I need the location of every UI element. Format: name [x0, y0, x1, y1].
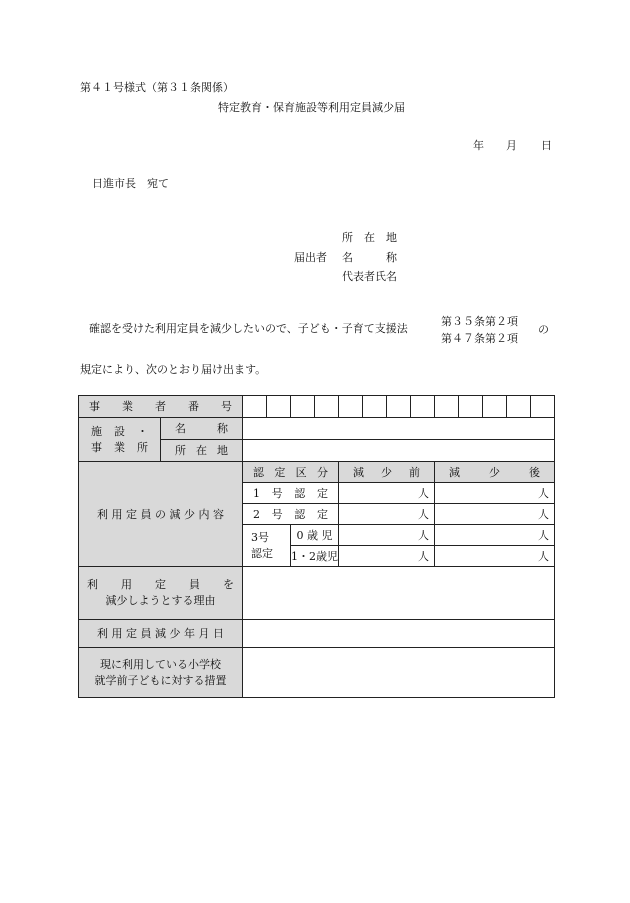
category-1-before-field[interactable]: 人 [339, 483, 435, 504]
business-number-digit-box[interactable] [411, 396, 435, 418]
reduction-form-table [78, 395, 555, 698]
reduction-content-label: 利 用 定 員 の 減 少 内 容 [79, 462, 243, 567]
reduction-header-row [79, 462, 555, 483]
category-2-before-field[interactable]: 人 [339, 504, 435, 525]
measures-row [79, 648, 555, 698]
date-year-label: 年 [473, 139, 484, 152]
statement-line-1: 確認を受けた利用定員を減少したいので、子ども・子育て支援法 [89, 322, 408, 335]
reason-row [79, 567, 555, 620]
category-1-label: 1 号 認 定 [243, 483, 339, 504]
category-1-after-field[interactable]: 人 [435, 483, 555, 504]
business-number-digit-box[interactable] [531, 396, 555, 418]
applicant-representative-label: 代表者氏名 [342, 270, 397, 283]
business-number-digit-box[interactable] [507, 396, 531, 418]
applicant-name-label: 名 称 [342, 251, 397, 264]
measures-field[interactable] [243, 648, 555, 698]
statement-suffix: の [538, 323, 549, 336]
applicant-address-label: 所 在 地 [342, 231, 397, 244]
category-2-after-field[interactable]: 人 [435, 504, 555, 525]
business-number-row [79, 396, 555, 418]
reduction-date-label: 利 用 定 員 減 少 年 月 日 [79, 620, 243, 648]
category-3-label: 3号 認定 [243, 525, 291, 567]
age-1-2-after-field[interactable]: 人 [435, 546, 555, 567]
reduction-date-field[interactable] [243, 620, 555, 648]
business-number-digit-box[interactable] [267, 396, 291, 418]
facility-location-field[interactable] [243, 440, 555, 462]
business-number-digit-box[interactable] [363, 396, 387, 418]
applicant-label: 届出者 [294, 251, 327, 264]
age-1-2-label: 1・2歳児 [291, 546, 339, 567]
age-1-2-before-field[interactable]: 人 [339, 546, 435, 567]
reason-label: 利 用 定 員 を 減少しようとする理由 [79, 567, 243, 620]
facility-name-row [79, 418, 555, 440]
business-number-digit-box[interactable] [339, 396, 363, 418]
measures-label: 現に利用している小学校 就学前子どもに対する措置 [79, 648, 243, 698]
category-header: 認 定 区 分 [243, 462, 339, 483]
reason-field[interactable] [243, 567, 555, 620]
category-2-label: 2 号 認 定 [243, 504, 339, 525]
date-day-label: 日 [541, 139, 552, 152]
date-month-label: 月 [506, 139, 517, 152]
before-reduction-header: 減 少 前 [339, 462, 435, 483]
business-number-digit-box[interactable] [243, 396, 267, 418]
law-option-2: 第４７条第２項 [441, 332, 518, 345]
business-number-digit-box[interactable] [459, 396, 483, 418]
applicant-block [294, 232, 424, 292]
facility-name-label: 名 称 [161, 418, 243, 440]
addressee: 日進市長 宛て [92, 177, 169, 190]
business-number-digit-box[interactable] [291, 396, 315, 418]
reduction-date-row [79, 620, 555, 648]
after-reduction-header: 減 少 後 [435, 462, 555, 483]
business-number-label: 事 業 者 番 号 [79, 396, 243, 418]
business-number-digit-box[interactable] [387, 396, 411, 418]
age-0-before-field[interactable]: 人 [339, 525, 435, 546]
business-number-digit-box[interactable] [483, 396, 507, 418]
facility-label: 施 設 ・ 事 業 所 [79, 418, 161, 462]
age-0-label: 0 歳 児 [291, 525, 339, 546]
facility-location-label: 所 在 地 [161, 440, 243, 462]
statement-line-2: 規定により、次のとおり届け出ます。 [80, 363, 267, 376]
document-title: 特定教育・保育施設等利用定員減少届 [218, 101, 405, 114]
law-option-1: 第３５条第２項 [441, 315, 518, 328]
form-number-label: 第４１号様式（第３１条関係） [80, 81, 234, 94]
business-number-digit-box[interactable] [315, 396, 339, 418]
age-0-after-field[interactable]: 人 [435, 525, 555, 546]
business-number-digit-box[interactable] [435, 396, 459, 418]
facility-name-field[interactable] [243, 418, 555, 440]
